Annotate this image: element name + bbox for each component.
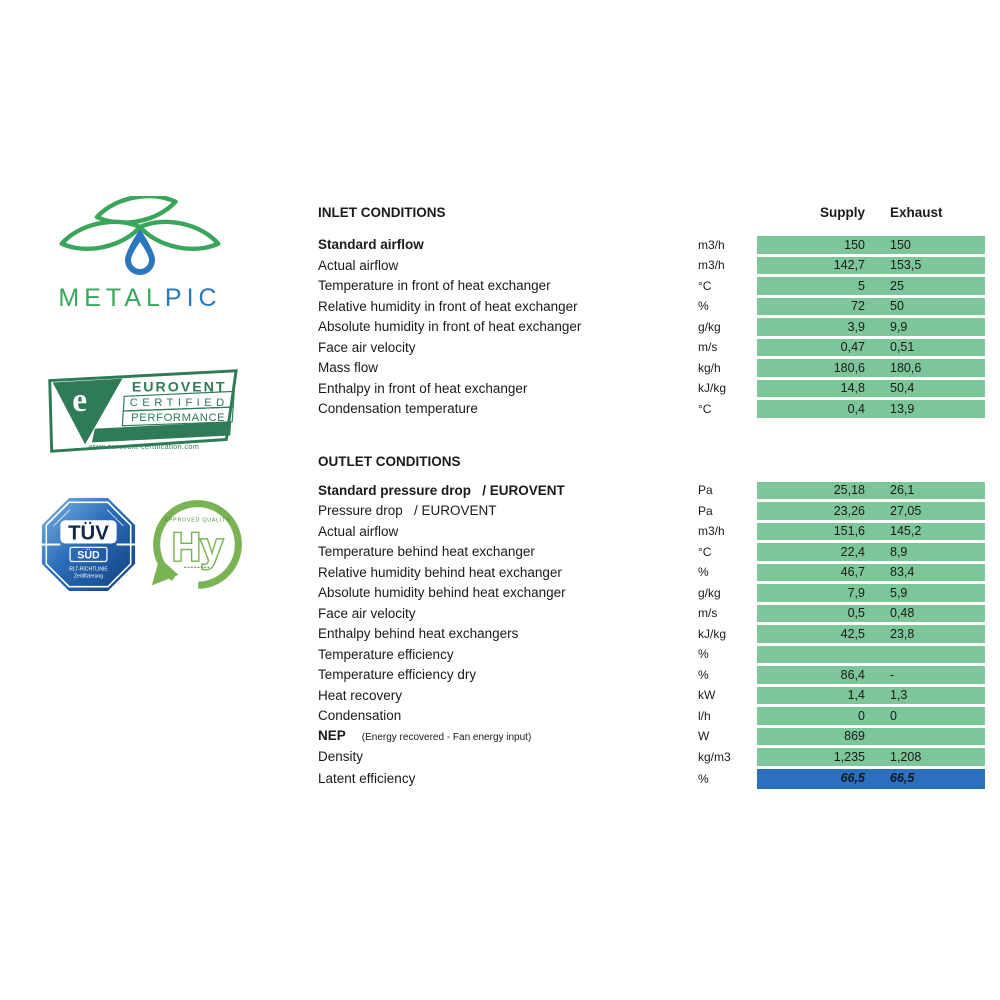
row-label-text: Temperature efficiency dry xyxy=(318,667,477,682)
row-label xyxy=(318,341,698,355)
supply-value: 14,8 xyxy=(840,381,865,395)
value-bar xyxy=(757,400,985,418)
table-row xyxy=(318,707,985,725)
table-row xyxy=(318,298,985,316)
value-bar xyxy=(757,666,985,684)
table-row xyxy=(318,277,985,295)
table-row xyxy=(318,625,985,643)
eurovent-url: www.eurovent-certification.com xyxy=(88,442,200,452)
value-bar xyxy=(757,707,985,725)
exhaust-value: 50,4 xyxy=(890,381,915,395)
value-bar xyxy=(757,502,985,520)
row-unit: l/h xyxy=(698,708,711,723)
table-row xyxy=(318,543,985,561)
row-unit: % xyxy=(698,565,709,580)
supply-value: 180,6 xyxy=(833,360,865,375)
table-row xyxy=(318,728,985,746)
row-label xyxy=(318,709,698,723)
supply-value: 3,9 xyxy=(847,319,865,334)
row-unit: m3/h xyxy=(698,524,725,539)
row-unit: g/kg xyxy=(698,585,721,600)
hygiene-certified-logo xyxy=(150,497,245,597)
row-label xyxy=(318,566,698,580)
exhaust-value: 150 xyxy=(890,237,911,252)
value-bar xyxy=(757,646,985,664)
row-label-text: Face air velocity xyxy=(318,605,416,621)
table-row xyxy=(318,584,985,602)
table-row xyxy=(318,380,985,398)
exhaust-value: 27,05 xyxy=(890,503,922,518)
supply-column-header: Supply xyxy=(819,204,865,220)
row-label xyxy=(318,504,698,518)
row-label-text: Condensation xyxy=(318,708,402,723)
value-bar xyxy=(757,236,985,254)
exhaust-value: 5,9 xyxy=(890,585,908,600)
value-bar xyxy=(757,625,985,643)
row-label xyxy=(318,484,698,498)
row-label xyxy=(318,320,698,334)
row-label-text: Actual airflow xyxy=(318,257,399,273)
value-bar xyxy=(757,298,985,316)
exhaust-value: 66,5 xyxy=(890,771,915,786)
exhaust-value: 26,1 xyxy=(890,483,915,497)
eurovent-e-emblem: e xyxy=(72,382,88,419)
row-label-text: Condensation temperature xyxy=(318,401,478,416)
exhaust-value: 180,6 xyxy=(890,360,922,375)
supply-value: 72 xyxy=(851,299,865,313)
row-label-text: Temperature behind heat exchanger xyxy=(318,544,535,559)
supply-value: 46,7 xyxy=(840,565,865,579)
exhaust-value: 0,51 xyxy=(890,340,915,354)
row-label-text: Temperature in front of heat exchanger xyxy=(318,278,551,293)
supply-value: 7,9 xyxy=(847,585,865,600)
row-unit: °C xyxy=(698,278,712,293)
supply-value: 142,7 xyxy=(833,258,865,272)
tuv-sued-logo xyxy=(40,496,137,598)
table-row xyxy=(318,482,985,500)
supply-value: 66,5 xyxy=(840,771,865,786)
row-unit: % xyxy=(698,771,709,786)
row-label xyxy=(318,545,698,559)
table-row xyxy=(318,257,985,275)
tuv-zertifizierung-text: Zertifizierung xyxy=(73,573,104,580)
row-unit: m3/h xyxy=(698,237,725,252)
row-label-text: Relative humidity behind heat exchanger xyxy=(318,564,562,580)
row-label xyxy=(318,648,698,662)
inlet-section-title: INLET CONDITIONS xyxy=(318,205,446,220)
row-unit: kg/m3 xyxy=(698,749,731,764)
table-row xyxy=(318,564,985,582)
row-label xyxy=(318,238,698,252)
row-unit: g/kg xyxy=(698,319,721,334)
table-row xyxy=(318,666,985,684)
value-bar xyxy=(757,257,985,275)
value-bar xyxy=(757,318,985,336)
supply-value: 23,26 xyxy=(833,503,865,518)
row-label xyxy=(318,772,698,786)
value-bar xyxy=(757,748,985,766)
row-unit: % xyxy=(698,299,709,314)
row-label xyxy=(318,259,698,273)
value-bar xyxy=(757,584,985,602)
exhaust-value: 13,9 xyxy=(890,401,915,416)
row-unit: m/s xyxy=(698,340,718,355)
tuv-text: TÜV xyxy=(68,522,109,545)
row-unit: kW xyxy=(698,688,716,703)
outlet-section-title: OUTLET CONDITIONS xyxy=(318,453,461,469)
value-bar xyxy=(757,769,985,789)
row-label-text: Mass flow xyxy=(318,360,379,375)
eurovent-performance: PERFORMANCE xyxy=(131,411,226,424)
row-unit: W xyxy=(698,729,710,744)
row-label xyxy=(318,729,698,743)
row-label-text: Absolute humidity in front of heat exchanger xyxy=(318,319,582,334)
row-note: (Energy recovered - Fan energy input) xyxy=(361,732,532,744)
supply-value: 1,235 xyxy=(833,749,865,764)
table-row xyxy=(318,359,985,377)
row-label-text: Face air velocity xyxy=(318,339,416,355)
exhaust-value: 0 xyxy=(890,708,897,723)
table-row xyxy=(318,748,985,766)
row-label xyxy=(318,402,698,416)
row-label-text: Enthalpy behind heat exchangers xyxy=(318,626,519,641)
supply-value: 25,18 xyxy=(833,483,865,497)
exhaust-value: 0,48 xyxy=(890,606,915,620)
row-label-text: Heat recovery xyxy=(318,687,403,703)
brand-name-pic: PIC xyxy=(164,284,222,312)
row-unit: °C xyxy=(698,401,712,416)
row-label xyxy=(318,607,698,621)
table-row xyxy=(318,318,985,336)
row-label-text: Standard airflow xyxy=(318,237,424,252)
tuv-sued-text: SÜD xyxy=(77,549,100,562)
eurovent-certified: CERTIFIED xyxy=(129,397,229,410)
row-label-text: Standard pressure drop / EUROVENT xyxy=(318,482,565,498)
table-row xyxy=(318,769,985,789)
row-unit: kJ/kg xyxy=(698,626,727,641)
row-label-text: Pressure drop / EUROVENT xyxy=(318,503,497,518)
row-unit: kg/h xyxy=(698,360,721,375)
row-unit: Pa xyxy=(698,483,713,498)
row-label xyxy=(318,382,698,396)
row-label-text: NEP xyxy=(318,728,346,744)
metalpic-logo xyxy=(40,196,240,313)
table-row xyxy=(318,236,985,254)
value-bar xyxy=(757,564,985,582)
tuv-richtlinie-text: RLT-RICHTLINIE xyxy=(69,566,108,573)
row-label xyxy=(318,668,698,682)
row-label-text: Actual airflow xyxy=(318,523,399,539)
row-label xyxy=(318,525,698,539)
row-label-text: Relative humidity in front of heat exchanger xyxy=(318,298,578,314)
row-label xyxy=(318,361,698,375)
exhaust-value: - xyxy=(890,667,895,682)
supply-value: 0,5 xyxy=(847,606,865,620)
table-row xyxy=(318,339,985,357)
exhaust-value: 23,8 xyxy=(890,626,915,641)
supply-value: 0,4 xyxy=(847,401,865,416)
hy-approved-text: APPROVED QUALITY xyxy=(164,517,231,524)
row-unit: Pa xyxy=(698,503,713,518)
row-label xyxy=(318,586,698,600)
supply-value: 86,4 xyxy=(840,667,865,682)
supply-value: 0,47 xyxy=(840,340,865,354)
exhaust-value: 153,5 xyxy=(890,258,922,272)
row-unit: % xyxy=(698,667,709,682)
exhaust-value: 50 xyxy=(890,299,904,313)
supply-value: 22,4 xyxy=(840,544,865,559)
brand-name-metal: METAL xyxy=(58,284,165,312)
exhaust-value: 9,9 xyxy=(890,319,908,334)
column-headers xyxy=(757,204,985,221)
row-label xyxy=(318,300,698,314)
value-bar xyxy=(757,687,985,705)
table-row xyxy=(318,502,985,520)
table-row xyxy=(318,687,985,705)
row-label xyxy=(318,750,698,764)
supply-value: 1,4 xyxy=(847,688,865,702)
exhaust-value: 1,208 xyxy=(890,749,922,764)
supply-value: 5 xyxy=(858,278,865,293)
value-bar xyxy=(757,339,985,357)
metalpic-leaves-drop-icon xyxy=(40,196,240,278)
value-bar xyxy=(757,728,985,746)
exhaust-value: 145,2 xyxy=(890,524,922,538)
value-bar xyxy=(757,523,985,541)
exhaust-value: 25 xyxy=(890,278,904,293)
exhaust-value: 83,4 xyxy=(890,565,915,579)
row-unit: % xyxy=(698,647,709,662)
value-bar xyxy=(757,482,985,500)
row-unit: °C xyxy=(698,544,712,559)
row-label xyxy=(318,627,698,641)
row-unit: m3/h xyxy=(698,258,725,273)
row-unit: kJ/kg xyxy=(698,381,727,396)
conditions-sheet xyxy=(318,204,985,789)
hy-text: Hy xyxy=(172,525,223,570)
exhaust-value: 1,3 xyxy=(890,688,908,702)
eurovent-certified-logo xyxy=(36,366,242,461)
row-label-text: Enthalpy in front of heat exchanger xyxy=(318,380,528,396)
supply-value: 42,5 xyxy=(840,626,865,641)
value-bar xyxy=(757,277,985,295)
row-label-text: Absolute humidity behind heat exchanger xyxy=(318,585,566,600)
outlet-rows xyxy=(318,482,985,789)
supply-value: 150 xyxy=(844,237,865,252)
eurovent-title: EUROVENT xyxy=(131,379,227,396)
inlet-rows xyxy=(318,236,985,418)
row-label xyxy=(318,279,698,293)
table-row xyxy=(318,400,985,418)
value-bar xyxy=(757,543,985,561)
row-label-text: Temperature efficiency xyxy=(318,646,454,662)
table-row xyxy=(318,523,985,541)
exhaust-value: 8,9 xyxy=(890,544,908,559)
value-bar xyxy=(757,359,985,377)
row-label xyxy=(318,689,698,703)
supply-value: 869 xyxy=(844,729,865,743)
table-row xyxy=(318,646,985,664)
table-row xyxy=(318,605,985,623)
supply-value: 0 xyxy=(858,708,865,723)
supply-value: 151,6 xyxy=(833,524,865,538)
row-label-text: Density xyxy=(318,749,364,764)
row-unit: m/s xyxy=(698,606,718,621)
inlet-header-row xyxy=(318,204,985,221)
value-bar xyxy=(757,605,985,623)
metalpic-wordmark xyxy=(40,284,240,313)
value-bar xyxy=(757,380,985,398)
row-label-text: Latent efficiency xyxy=(318,770,416,786)
exhaust-column-header: Exhaust xyxy=(890,204,943,220)
